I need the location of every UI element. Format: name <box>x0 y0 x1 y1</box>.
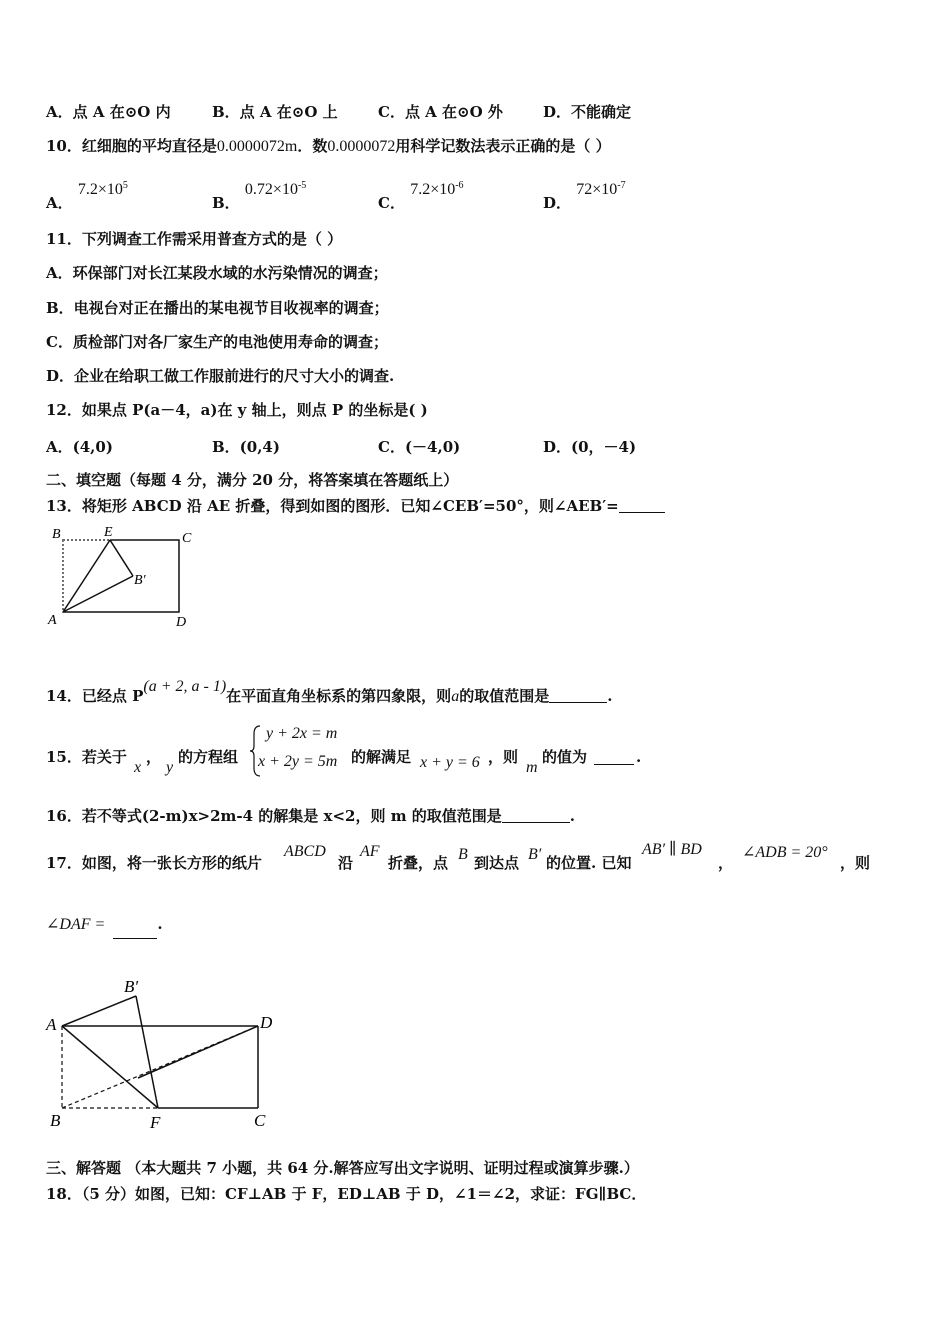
q10-stem: 10．红细胞的平均直径是0.0000072m．数0.0000072用科学记数法表示正确的是（ ） <box>46 137 611 155</box>
label-d: D <box>260 1013 273 1032</box>
answer-blank[interactable] <box>594 750 634 765</box>
q12-option-a: A．(4,0) <box>46 438 113 456</box>
q13-figure <box>40 522 210 632</box>
q10-option-a: A． $7.2\times 10^5$ <box>46 180 128 212</box>
label-a: A <box>46 1015 57 1034</box>
q17-figure <box>40 968 290 1138</box>
label-c: C <box>254 1111 266 1130</box>
q14-stem: 14．已经点 P(a + 2, a - 1)在平面直角坐标系的第四象限，则a的取值范围是 . <box>46 678 613 705</box>
label-e: E <box>104 525 113 540</box>
answer-blank[interactable] <box>619 498 665 513</box>
q12-stem: 12．如果点 P(a－4，a)在 y 轴上，则点 P 的坐标是( ) <box>46 401 428 419</box>
q12-option-c: C．(－4,0) <box>378 438 461 456</box>
q11-option-c: C．质检部门对各厂家生产的电池使用寿命的调查； <box>46 333 388 351</box>
q11-stem: 11．下列调查工作需采用普查方式的是（ ） <box>46 230 343 248</box>
segment-eb-prime <box>110 540 133 576</box>
segment-ab-prime <box>62 996 136 1026</box>
section-2-heading: 二、填空题（每题 4 分，满分 20 分，将答案填在答题纸上） <box>46 471 459 489</box>
answer-blank[interactable] <box>502 808 570 823</box>
q9-option-b: B．点 A 在⊙O 上 <box>212 103 338 121</box>
q10-option-c: C． $7.2\times 10^{-6}$ <box>378 180 464 212</box>
label-b-prime: B′ <box>134 573 146 588</box>
q11-option-b: B．电视台对正在播出的某电视节目收视率的调查； <box>46 299 389 317</box>
q10-option-b: B． $0.72\times 10^{-5}$ <box>212 180 307 212</box>
label-d: D <box>176 615 187 630</box>
fold-line-ae <box>63 540 110 612</box>
section-3-heading: 三、解答题 （本大题共 7 小题，共 64 分.解答应写出文字说明、证明过程或演算步骤.） <box>46 1159 639 1177</box>
label-c: C <box>182 531 192 546</box>
label-b: B <box>50 1111 61 1130</box>
q17-answer-line: ∠DAF = . <box>46 914 163 939</box>
q13-stem: 13．将矩形 ABCD 沿 AE 折叠，得到如图的图形．已知∠CEB′=50°，则∠AEB′= <box>46 496 665 516</box>
q11-option-d: D．企业在给职工做工作服前进行的尺寸大小的调查. <box>46 367 395 385</box>
answer-blank[interactable] <box>113 924 157 939</box>
label-b: B <box>52 527 61 542</box>
q18-stem: 18．（5 分）如图，已知：CF⊥AB 于 F，ED⊥AB 于 D，∠1＝∠2，求证：FG∥BC． <box>46 1185 647 1203</box>
q12-option-b: B．(0,4) <box>212 438 280 456</box>
q9-option-d: D．不能确定 <box>543 103 632 121</box>
q16-stem: 16．若不等式(2-m)x>2m-4 的解集是 x<2，则 m 的取值范围是 . <box>46 807 576 825</box>
answer-blank[interactable] <box>549 688 607 703</box>
diagonal-bd-solid <box>138 1026 258 1078</box>
equation-1: y + 2x = m <box>266 725 338 742</box>
q9-option-a: A．点 A 在⊙O 内 <box>46 103 171 121</box>
label-a: A <box>48 613 57 628</box>
label-b-prime: B′ <box>124 977 139 996</box>
q12-option-d: D．(0，－4) <box>543 438 637 456</box>
rectangle-abcd <box>63 540 179 612</box>
q9-option-c: C．点 A 在⊙O 外 <box>378 103 503 121</box>
label-f: F <box>150 1113 161 1132</box>
segment-ab-prime <box>63 576 133 612</box>
q11-option-a: A．环保部门对长江某段水域的水污染情况的调查； <box>46 264 388 282</box>
equation-2: x + 2y = 5m <box>258 753 338 770</box>
q10-option-d: D． $72\times 10^{-7}$ <box>543 180 626 212</box>
